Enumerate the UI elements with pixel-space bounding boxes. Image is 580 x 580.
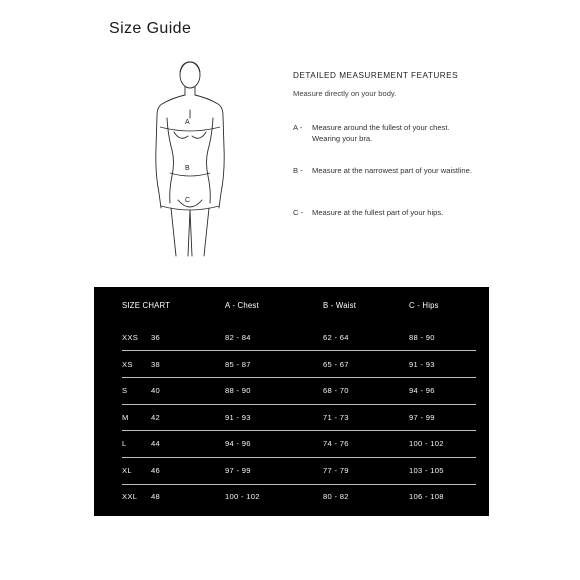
row-divider <box>122 350 476 351</box>
chest-cell: 97 - 99 <box>225 466 251 475</box>
size-number-cell: 42 <box>151 413 161 422</box>
header-waist: B - Waist <box>323 301 357 310</box>
size-number-cell: 46 <box>151 466 161 475</box>
waist-cell: 74 - 76 <box>323 439 349 448</box>
measurement-features <box>293 71 563 98</box>
waist-cell: 65 - 67 <box>323 360 349 369</box>
size-cell: XXS <box>122 333 139 342</box>
table-row <box>94 386 489 413</box>
row-divider <box>122 457 476 458</box>
chest-cell: 85 - 87 <box>225 360 251 369</box>
size-number-cell: 44 <box>151 439 161 448</box>
header-hips: C - Hips <box>409 301 439 310</box>
size-number-cell: 40 <box>151 386 161 395</box>
hips-cell: 97 - 99 <box>409 413 435 422</box>
size-number-cell: 36 <box>151 333 161 342</box>
size-number-cell: 48 <box>151 492 161 501</box>
hips-cell: 100 - 102 <box>409 439 444 448</box>
size-cell: L <box>122 439 127 448</box>
hips-cell: 91 - 93 <box>409 360 435 369</box>
size-cell: M <box>122 413 129 422</box>
size-cell: XS <box>122 360 133 369</box>
figure-label-a: A <box>185 119 190 126</box>
figure-label-b: B <box>185 165 190 172</box>
size-cell: S <box>122 386 128 395</box>
hips-cell: 94 - 96 <box>409 386 435 395</box>
chest-cell: 100 - 102 <box>225 492 260 501</box>
row-divider <box>122 484 476 485</box>
row-divider <box>122 430 476 431</box>
waist-cell: 80 - 82 <box>323 492 349 501</box>
table-row <box>94 439 489 466</box>
table-row <box>94 492 489 519</box>
features-subheading: Measure directly on your body. <box>293 89 397 98</box>
waist-cell: 68 - 70 <box>323 386 349 395</box>
size-cell: XL <box>122 466 132 475</box>
feature-text-a: Measure around the fullest of your chest. Wearing your bra. <box>312 123 450 143</box>
table-row <box>94 466 489 493</box>
hips-cell: 103 - 105 <box>409 466 444 475</box>
feature-text-c: Measure at the fullest part of your hips. <box>312 208 444 217</box>
feature-letter-b: B - <box>293 166 303 175</box>
chest-cell: 88 - 90 <box>225 386 251 395</box>
figure-label-c: C <box>185 197 191 204</box>
feature-text-b: Measure at the narrowest part of your waistline. <box>312 166 472 175</box>
row-divider <box>122 404 476 405</box>
size-number-cell: 38 <box>151 360 161 369</box>
chest-cell: 91 - 93 <box>225 413 251 422</box>
feature-letter-c: C - <box>293 208 304 217</box>
waist-cell: 62 - 64 <box>323 333 349 342</box>
row-divider <box>122 377 476 378</box>
table-row <box>94 360 489 387</box>
size-chart-table <box>94 287 489 516</box>
table-row <box>94 333 489 360</box>
table-row <box>94 413 489 440</box>
chest-cell: 82 - 84 <box>225 333 251 342</box>
header-chest: A - Chest <box>225 301 259 310</box>
waist-cell: 71 - 73 <box>323 413 349 422</box>
size-cell: XXL <box>122 492 138 501</box>
hips-cell: 88 - 90 <box>409 333 435 342</box>
chest-cell: 94 - 96 <box>225 439 251 448</box>
hips-cell: 106 - 108 <box>409 492 444 501</box>
header-size-chart: SIZE CHART <box>122 301 171 310</box>
feature-letter-a: A - <box>293 123 303 132</box>
features-heading: DETAILED MEASUREMENT FEATURES <box>293 71 459 80</box>
page-title: Size Guide <box>109 20 192 37</box>
waist-cell: 77 - 79 <box>323 466 349 475</box>
body-figure-illustration <box>148 58 232 258</box>
